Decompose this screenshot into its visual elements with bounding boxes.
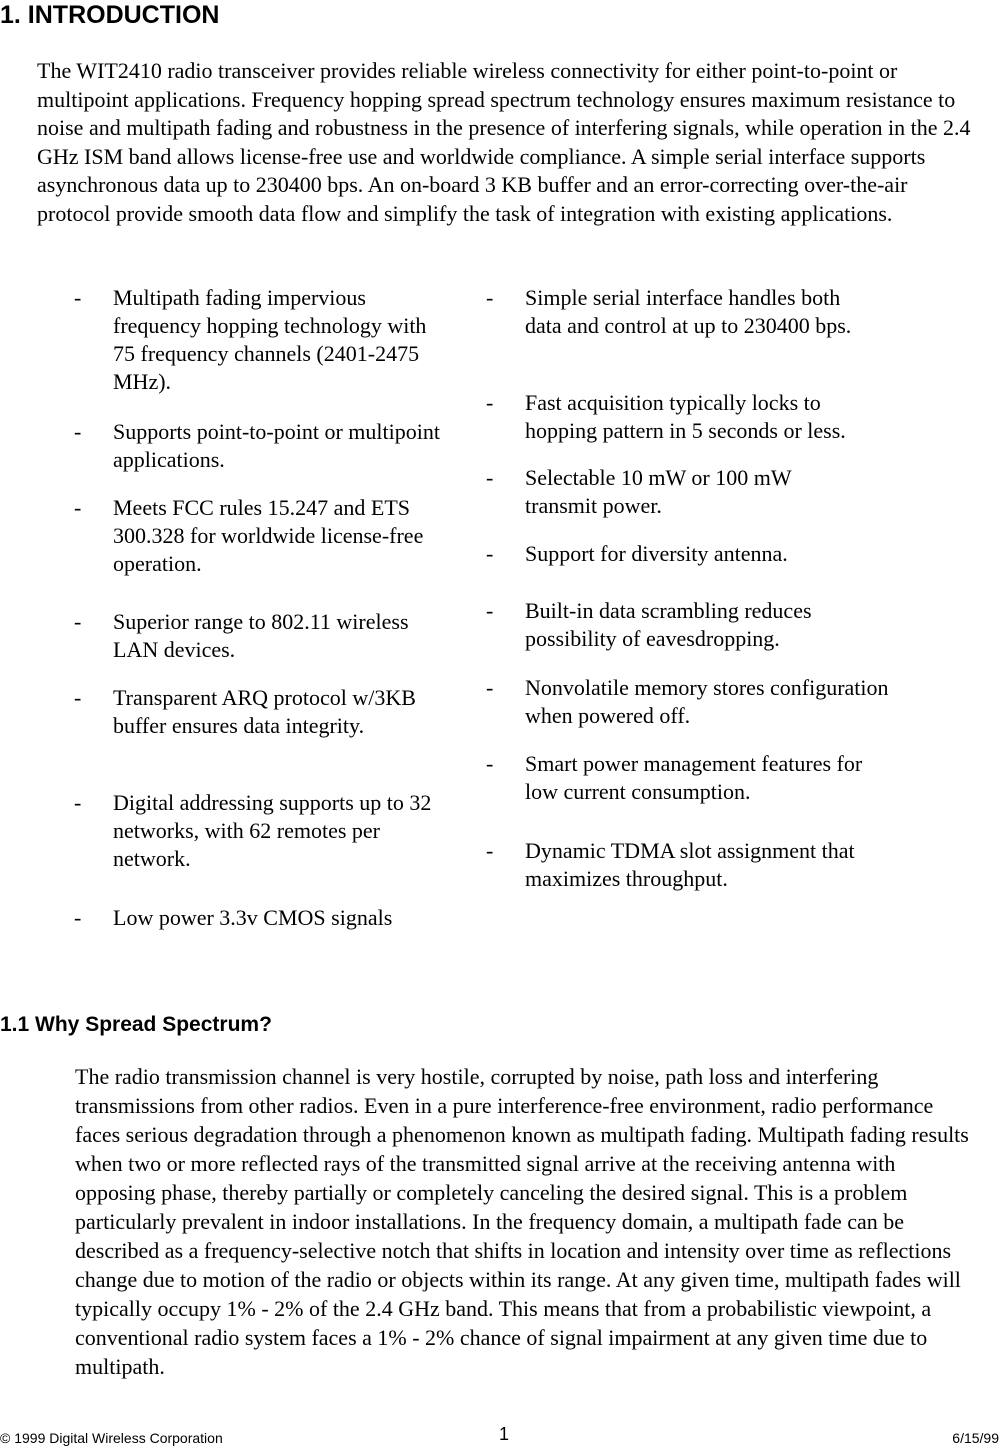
- intro-paragraph: The WIT2410 radio transceiver provides reliable wireless connectivity for either point-to-point or multipoint applications. Frequency hopping spread spectrum technology ensures maximum resistance to noise and multipath fading and robustness in the presence of interfering signals, while operation in the 2.4 GHz ISM band allows license-free use and worldwide compliance. A simple serial interface supports asynchronous data up to 230400 bps. An on-board 3 KB buffer and an error-correcting over-the-air protocol provide smooth data flow and simplify the task of integration with existing applications.: [37, 58, 971, 226]
- bullet-dash: -: [74, 495, 82, 520]
- feature-text: Smart power management features for low current consumption.: [525, 751, 863, 804]
- feature-text: Digital addressing supports up to 32 networks, with 62 remotes per network.: [113, 790, 432, 871]
- bullet-dash: -: [486, 598, 494, 623]
- feature-text: Low power 3.3v CMOS signals: [113, 905, 393, 930]
- feature-text: Nonvolatile memory stores configuration when powered off.: [525, 675, 889, 728]
- feature-text: Multipath fading impervious frequency hopping technology with 75 frequency channels (2401-2475 MHz).: [113, 285, 427, 394]
- bullet-dash: -: [74, 609, 82, 634]
- bullet-dash: -: [486, 541, 494, 566]
- bullet-dash: -: [486, 751, 494, 776]
- bullet-dash: -: [486, 390, 494, 415]
- subsection-heading: 1.1 Why Spread Spectrum?: [0, 1013, 272, 1036]
- feature-text: Selectable 10 mW or 100 mW transmit power.: [525, 465, 792, 518]
- feature-text: Supports point-to-point or multipoint applications.: [113, 419, 440, 472]
- bullet-dash: -: [74, 685, 82, 710]
- footer-page-number: 1: [499, 1424, 510, 1444]
- bullet-dash: -: [486, 465, 494, 490]
- bullet-dash: -: [486, 675, 494, 700]
- bullet-dash: -: [74, 905, 82, 930]
- feature-text: Transparent ARQ protocol w/3KB buffer ensures data integrity.: [113, 685, 416, 738]
- bullet-dash: -: [74, 419, 82, 444]
- bullet-dash: -: [486, 285, 494, 310]
- bullet-dash: -: [74, 790, 82, 815]
- bullet-dash: -: [486, 838, 494, 863]
- subsection-paragraph: The radio transmission channel is very hostile, corrupted by noise, path loss and interfering transmissions from other radios. Even in a pure interference-free environment, radio performance faces serious degradation through a phenomenon known as multipath fading. Multipath fading results when two or more reflected rays of the transmitted signal arrive at the receiving antenna with opposing phase, thereby partially or completely canceling the desired signal. This is a problem particularly prevalent in indoor installations. In the frequency domain, a multipath fade can be described as a frequency-selective notch that shifts in location and intensity over time as reflections change due to motion of the radio or objects within its range. At any given time, multipath fades will typically occupy 1% - 2% of the 2.4 GHz band. This means that from a probabilistic viewpoint, a conventional radio system faces a 1% - 2% chance of signal impairment at any given time due to multipath.: [75, 1064, 969, 1379]
- feature-text: Built-in data scrambling reduces possibility of eavesdropping.: [525, 598, 812, 651]
- bullet-dash: -: [74, 285, 82, 310]
- section-heading: 1. INTRODUCTION: [0, 1, 220, 29]
- feature-text: Fast acquisition typically locks to hopping pattern in 5 seconds or less.: [525, 390, 846, 443]
- feature-text: Dynamic TDMA slot assignment that maximizes throughput.: [525, 838, 855, 891]
- footer-date: 6/15/99: [952, 1430, 999, 1446]
- feature-text: Superior range to 802.11 wireless LAN devices.: [113, 609, 409, 662]
- feature-text: Support for diversity antenna.: [525, 541, 788, 566]
- feature-text: Meets FCC rules 15.247 and ETS 300.328 for worldwide license-free operation.: [113, 495, 424, 576]
- footer-copyright: © 1999 Digital Wireless Corporation: [0, 1430, 223, 1446]
- feature-text: Simple serial interface handles both data and control at up to 230400 bps.: [525, 285, 852, 338]
